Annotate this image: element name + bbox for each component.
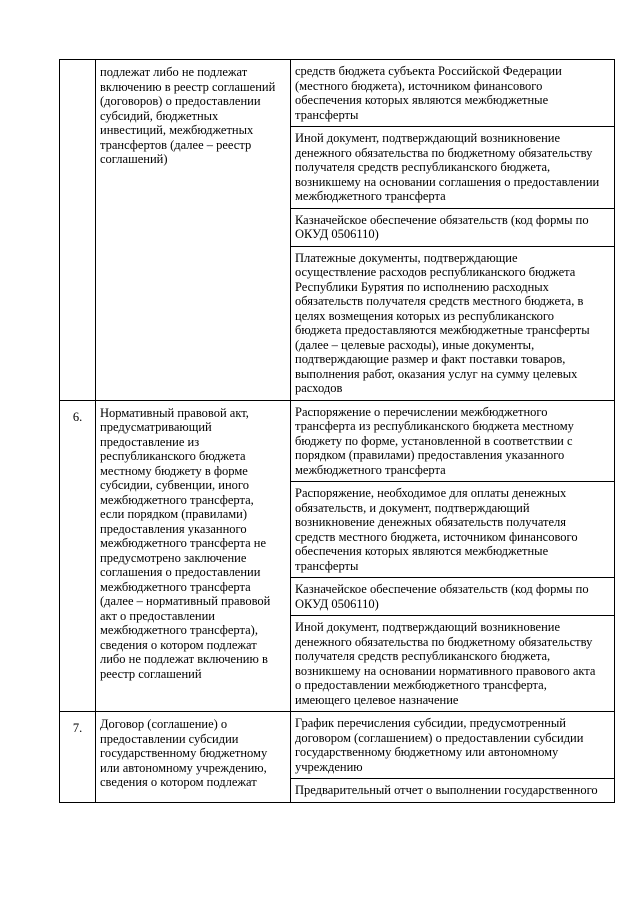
document-item: Платежные документы, подтверждающие осуществление расходов республиканского бюджета Республики Бурятия по исполнению расходных обязательств получателя средств местного бюджета, в целях возмещения которых из республиканского бюджета предоставляются межбюджетные трансферты (далее – целевые расходы), иные документы, подтверждающие размер и факт поставки товаров, выполнения работ, оказания услуг на сумму целевых расходов bbox=[295, 250, 590, 395]
document-item: Казначейское обеспечение обязательств (код формы по ОКУД 0506110) bbox=[291, 578, 614, 616]
documents-table bbox=[59, 59, 615, 803]
row-number-cell: 7. bbox=[60, 712, 96, 803]
document-item: Распоряжение о перечислении межбюджетного трансферта из республиканского бюджета местному бюджету по форме, установленной в соответствии с порядком (правилами) предоставления указанного межбюджетного трансферта bbox=[291, 401, 614, 483]
table-row bbox=[60, 712, 615, 803]
document-item: Иной документ, подтверждающий возникновение денежного обязательства по бюджетному обязательству получателя средств республиканского бюджета, возникшему на основании нормативного правового акта о предоставлении межбюджетного трансферта, имеющего целевое назначение bbox=[295, 620, 596, 707]
document-item: Казначейское обеспечение обязательств (код формы по ОКУД 0506110) bbox=[291, 209, 614, 247]
document-item: средств бюджета субъекта Российской Федерации (местного бюджета), источником финансового обеспечения которых являются межбюджетные трансферты bbox=[291, 60, 614, 127]
document-item: Распоряжение, необходимое для оплаты денежных обязательств, и документ, подтверждающий возникновение денежных обязательств получателя средств местного бюджета, источником финансового обеспечения которых являются межбюджетные трансферты bbox=[291, 482, 614, 578]
required-documents-cell bbox=[291, 712, 615, 803]
document-item: Иной документ, подтверждающий возникновение денежного обязательства по бюджетному обязательству получателя средств республиканского бюджета, возникшему на основании соглашения о предоставлении межбюджетного трансферта bbox=[291, 127, 614, 209]
document-item: Предварительный отчет о выполнении государственного bbox=[295, 783, 598, 797]
row-number-cell bbox=[60, 60, 96, 401]
required-documents-cell bbox=[291, 60, 615, 401]
table-row bbox=[60, 400, 615, 712]
table-row bbox=[60, 60, 615, 401]
required-documents-cell bbox=[291, 400, 615, 712]
basis-document-cell: Нормативный правовой акт, предусматривающий предоставление из республиканского бюджета местному бюджету в форме субсидии, субвенции, иного межбюджетного трансферта, если порядком (правилами) предоставления указанного межбюджетного трансферта не предусмотрено заключение соглашения о предоставлении межбюджетного трансферта (далее – нормативный правовой акт о предоставлении межбюджетного трансферта), сведения о котором подлежат либо не подлежат включению в реестр соглашений bbox=[96, 400, 291, 712]
basis-document-cell: подлежат либо не подлежат включению в реестр соглашений (договоров) о предоставлении субсидий, бюджетных инвестиций, межбюджетных трансфертов (далее – реестр соглашений) bbox=[96, 60, 291, 401]
basis-document-cell: Договор (соглашение) о предоставлении субсидии государственному бюджетному или автономному учреждению, сведения о котором подлежат bbox=[96, 712, 291, 803]
document-item: График перечисления субсидии, предусмотренный договором (соглашением) о предоставлении субсидии государственному бюджетному или автономному учреждению bbox=[291, 712, 614, 779]
row-number-cell: 6. bbox=[60, 400, 96, 712]
